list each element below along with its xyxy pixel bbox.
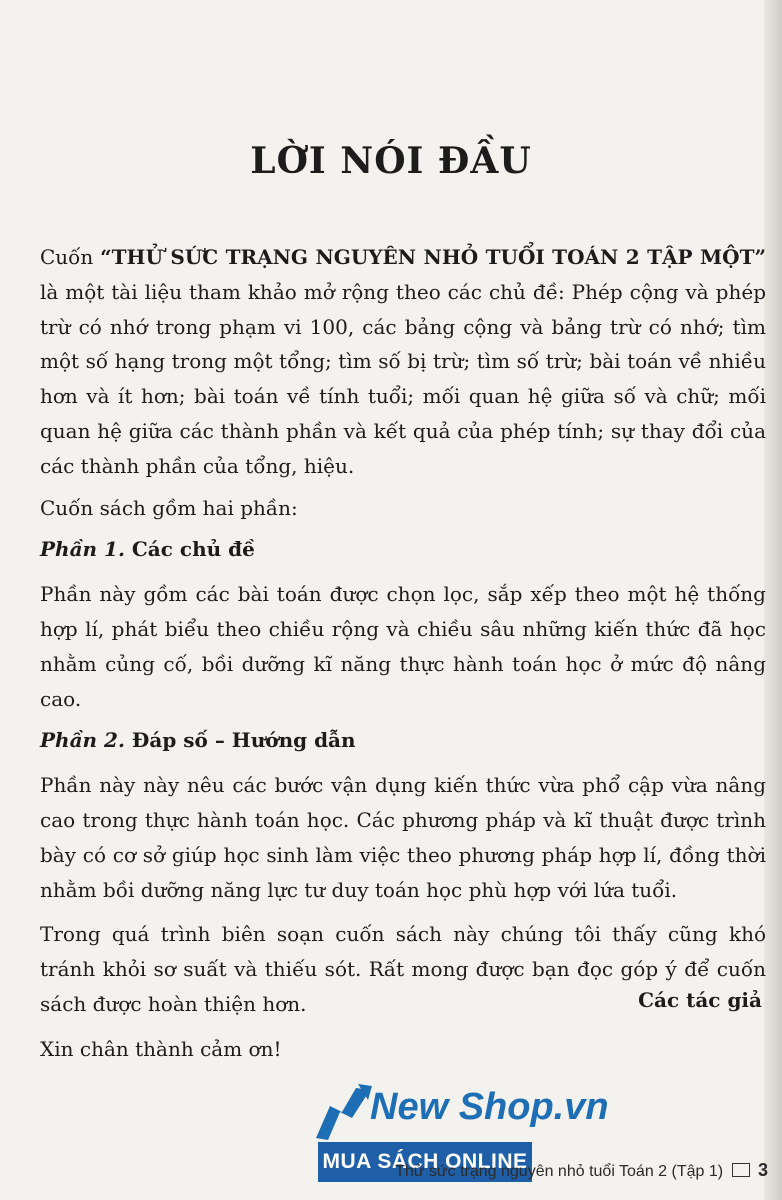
part1-text: Phần này gồm các bài toán được chọn lọc, sắp xếp theo một hệ thống hợp lí, phát biểu theo chiều rộng và chiều sâu những kiến thức đã học nhằm củng cố, bồi dưỡng kĩ năng thực hành toán học ở mức độ nâng cao. <box>40 582 766 711</box>
running-title: Thử sức trạng nguyên nhỏ tuổi Toán 2 (Tập 1) <box>395 1163 724 1180</box>
part2-heading-text: Đáp số – Hướng dẫn <box>124 728 356 753</box>
intro-paragraph <box>40 240 766 484</box>
page-footer <box>395 1160 768 1181</box>
parts-intro: Cuốn sách gồm hai phần: <box>40 495 298 520</box>
part2-heading <box>40 723 766 758</box>
intro-rest: là một tài liệu tham khảo mở rộng theo các chủ đề: Phép cộng và phép trừ có nhớ trong phạm vi 100, các bảng cộng và bảng trừ có nhớ; tìm một số hạng trong một tổng; tìm số bị trừ; tìm số trừ; bài toán về nhiều hơn và ít hơn; bài toán về tính tuổi; mối quan hệ giữa số và chữ; mối quan hệ giữa các thành phần và kết quả của phép tính; sự thay đổi của các thành phần của tổng, hiệu. <box>40 279 766 478</box>
signature: Các tác giả <box>638 988 762 1012</box>
book-icon <box>732 1163 750 1177</box>
part2-text: Phần này này nêu các bước vận dụng kiến thức vừa phổ cập vừa nâng cao trong thực hành toán học. Các phương pháp và kĩ thuật được trình bày có cơ sở giúp học sinh làm việc theo phương pháp hợp lí, đồng thời nhằm bồi dưỡng năng lực tư duy toán học phù hợp với lứa tuổi. <box>40 773 766 902</box>
part1-label: Phần 1. <box>40 537 125 562</box>
thanks-line: Xin chân thành cảm ơn! <box>40 1036 282 1061</box>
logo-brand: New Shop.vn <box>370 1086 609 1128</box>
book-title: “THỬ SỨC TRẠNG NGUYÊN NHỎ TUỔI TOÁN 2 TẬP MỘT” <box>100 245 766 269</box>
part1-heading-text: Các chủ đề <box>124 537 255 562</box>
part1-heading <box>40 532 766 567</box>
intro-prefix: Cuốn <box>40 245 101 269</box>
page-title: LỜI NÓI ĐẦU <box>250 140 532 182</box>
page-number: 3 <box>757 1160 768 1180</box>
part2-label: Phần 2. <box>40 728 125 753</box>
logo-arrow-icon <box>312 1082 374 1142</box>
body-text <box>40 240 766 1074</box>
logo-tagline: MUA SÁCH ONLINE <box>318 1142 532 1182</box>
closing-paragraph: Trong quá trình biên soạn cuốn sách này chúng tôi thấy cũng khó tránh khỏi sơ suất và thiếu sót. Rất mong được bạn đọc góp ý để cuốn sách được hoàn thiện hơn. <box>40 922 766 1016</box>
